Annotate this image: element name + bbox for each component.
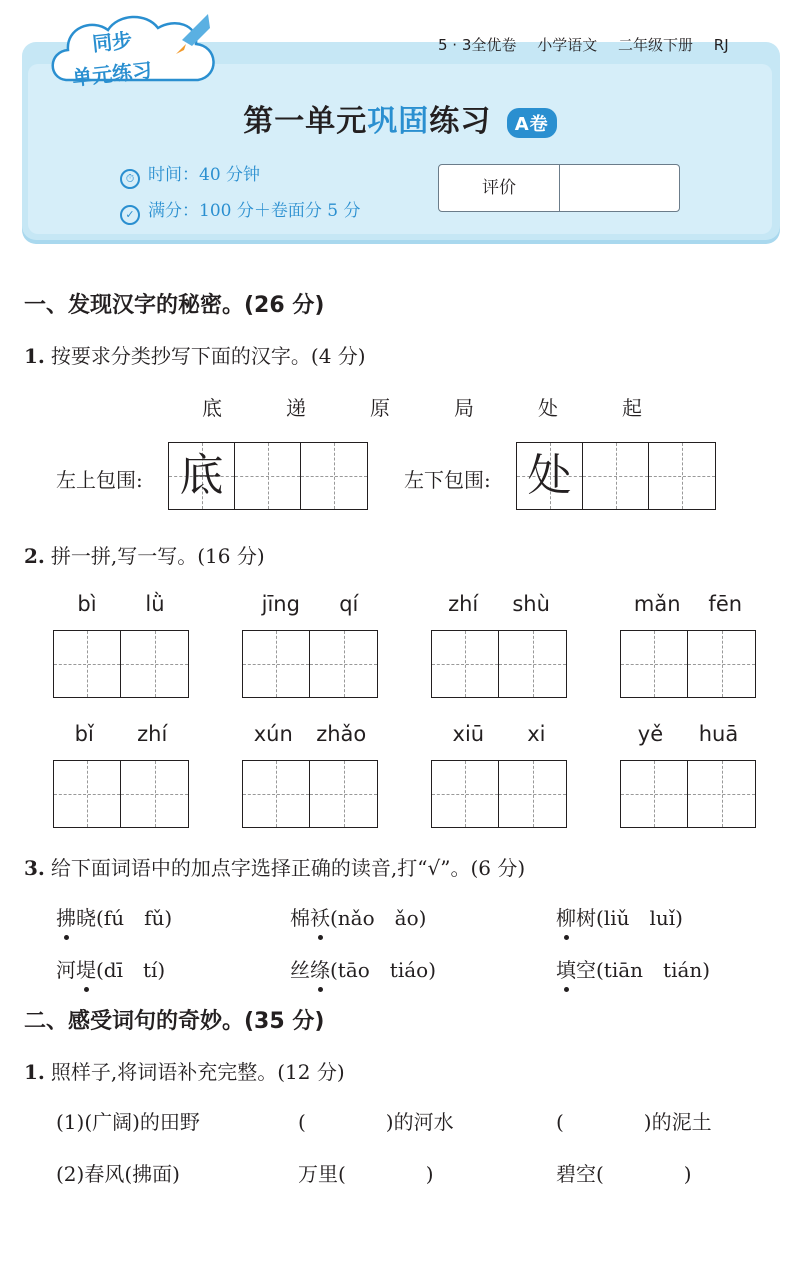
grid-cell[interactable] xyxy=(688,761,755,827)
phrase-example: (1)(广阔)的田野 xyxy=(56,1110,200,1134)
pinyin-syllable: yě xyxy=(637,722,664,746)
dotted-char: 袄 xyxy=(310,902,330,931)
pinyin-syllable: bì xyxy=(77,592,97,616)
grid-cell[interactable] xyxy=(583,443,649,509)
edition: RJ xyxy=(713,36,729,54)
score-info xyxy=(120,196,360,225)
s2-q1 xyxy=(24,1056,345,1085)
book-meta xyxy=(438,34,790,55)
phrase-blank[interactable]: ( )的河水 xyxy=(298,1110,454,1134)
clock-icon: ⏱ xyxy=(120,169,140,189)
phrase-example: (2)春风(拂面) xyxy=(56,1162,180,1186)
grid-cell[interactable] xyxy=(121,631,188,697)
pinyin-group xyxy=(620,722,756,746)
grid-cell[interactable] xyxy=(54,631,121,697)
writing-grid xyxy=(53,760,189,828)
option-rest: 空(tiān tián) xyxy=(576,958,711,982)
q-text: 拼一拼,写一写。(16 分) xyxy=(50,544,265,568)
q-text: 按要求分类抄写下面的汉字。(4 分) xyxy=(50,344,366,368)
pinyin-syllable: jīng xyxy=(261,592,300,616)
grid-cell[interactable] xyxy=(243,631,310,697)
grid-cell[interactable] xyxy=(243,761,310,827)
grid-cell[interactable] xyxy=(432,761,499,827)
grid-cell[interactable] xyxy=(432,631,499,697)
s1-q1 xyxy=(24,340,366,369)
time-info xyxy=(120,160,260,189)
q-number: 2. xyxy=(24,544,45,568)
grid-cell[interactable] xyxy=(688,631,755,697)
score-text: 满分：100 分＋卷面分 5 分 xyxy=(148,201,361,221)
level-badge: A卷 xyxy=(507,108,557,138)
evaluation-field[interactable] xyxy=(560,165,679,211)
left-bottom-label: 左下包围: xyxy=(404,468,491,492)
series-name: 5 · 3全优卷 xyxy=(438,36,517,54)
pinyin-group xyxy=(53,592,189,616)
pinyin-syllable: huā xyxy=(698,722,739,746)
subject: 小学语文 xyxy=(537,36,598,54)
title-part1: 第一单元 xyxy=(243,104,368,139)
pinyin-group xyxy=(242,722,378,746)
pinyin-group xyxy=(431,592,567,616)
grid-cell[interactable] xyxy=(235,443,301,509)
option-rest: (tāo tiáo) xyxy=(330,958,437,982)
option-rest: 晓(fú fǔ) xyxy=(76,906,173,930)
writing-grid xyxy=(620,630,756,698)
grid-cell[interactable] xyxy=(169,443,235,509)
pinyin-syllable: zhǎo xyxy=(316,722,367,746)
option-rest: 树(liǔ luǐ) xyxy=(576,906,683,930)
writing-grid xyxy=(431,760,567,828)
reading-option[interactable] xyxy=(56,902,172,931)
check-icon: ✓ xyxy=(120,205,140,225)
grid-cell[interactable] xyxy=(621,761,688,827)
dotted-char: 填 xyxy=(556,954,576,983)
page-title xyxy=(0,96,800,140)
example-char: 处 xyxy=(527,450,572,501)
pinyin-syllable: zhí xyxy=(137,722,168,746)
pinyin-group xyxy=(53,722,189,746)
grid-cell[interactable] xyxy=(649,443,715,509)
option-pre: 河 xyxy=(56,958,76,982)
evaluation-label: 评价 xyxy=(439,165,560,211)
reading-option[interactable] xyxy=(556,954,710,983)
grid-cell[interactable] xyxy=(54,761,121,827)
char-list xyxy=(202,392,642,421)
option-pre: 棉 xyxy=(290,906,310,930)
pinyin-syllable: mǎn xyxy=(633,592,681,616)
evaluation-box xyxy=(438,164,680,212)
writing-grid xyxy=(242,630,378,698)
q-number: 1. xyxy=(24,1060,45,1084)
cloud-line1: 同步 xyxy=(91,27,134,57)
writing-grid xyxy=(53,630,189,698)
title-part2: 练习 xyxy=(429,104,492,139)
char-item: 局 xyxy=(454,396,474,420)
left-top-label: 左上包围: xyxy=(56,468,143,492)
dotted-char: 柳 xyxy=(556,902,576,931)
pinyin-syllable: fēn xyxy=(708,592,743,616)
option-rest: (dī tí) xyxy=(96,958,166,982)
q-number: 1. xyxy=(24,344,45,368)
cloud-line2: 单元练习 xyxy=(71,57,154,91)
char-item: 处 xyxy=(538,396,558,420)
pinyin-group xyxy=(620,592,756,616)
char-item: 起 xyxy=(622,396,642,420)
section2-title: 二、感受词句的奇妙。(35 分) xyxy=(24,1009,325,1034)
reading-option[interactable] xyxy=(556,902,683,931)
title-highlight: 巩固 xyxy=(367,104,430,139)
left-top-grid xyxy=(168,442,368,510)
dotted-char: 绦 xyxy=(310,954,330,983)
writing-grid xyxy=(242,760,378,828)
pinyin-syllable: xi xyxy=(527,722,546,746)
grid-cell[interactable] xyxy=(621,631,688,697)
dotted-char: 堤 xyxy=(76,954,96,983)
option-pre: 丝 xyxy=(290,958,310,982)
q-number: 3. xyxy=(24,856,45,880)
writing-grid xyxy=(620,760,756,828)
left-bottom-grid xyxy=(516,442,716,510)
s1-q2 xyxy=(24,540,265,569)
pinyin-group xyxy=(242,592,378,616)
grid-cell[interactable] xyxy=(301,443,367,509)
char-item: 递 xyxy=(286,396,306,420)
phrase-blank[interactable]: ( )的泥土 xyxy=(556,1110,712,1134)
q-text: 照样子,将词语补充完整。(12 分) xyxy=(50,1060,345,1084)
pinyin-syllable: zhí xyxy=(448,592,479,616)
grid-cell[interactable] xyxy=(310,631,377,697)
pinyin-syllable: xiū xyxy=(452,722,485,746)
grid-cell[interactable] xyxy=(121,761,188,827)
reading-option[interactable] xyxy=(290,902,426,931)
pinyin-syllable: lǜ xyxy=(145,592,165,616)
time-text: 时间：40 分钟 xyxy=(148,165,261,185)
phrase-blank[interactable]: 万里( ) xyxy=(298,1162,434,1186)
char-item: 底 xyxy=(202,396,222,420)
example-char: 底 xyxy=(179,450,224,501)
s1-q3 xyxy=(24,852,525,881)
grid-cell[interactable] xyxy=(517,443,583,509)
grade: 二年级下册 xyxy=(617,36,693,54)
option-rest: (nǎo ǎo) xyxy=(330,906,427,930)
writing-grid xyxy=(431,630,567,698)
pinyin-syllable: qí xyxy=(339,592,359,616)
dotted-char: 拂 xyxy=(56,902,76,931)
reading-option[interactable] xyxy=(290,954,436,983)
grid-cell[interactable] xyxy=(499,761,566,827)
pinyin-syllable: bǐ xyxy=(74,722,94,746)
phrase-blank[interactable]: 碧空( ) xyxy=(556,1162,692,1186)
q-text: 给下面词语中的加点字选择正确的读音,打“√”。(6 分) xyxy=(50,856,526,880)
pinyin-syllable: xún xyxy=(253,722,293,746)
pinyin-syllable: shù xyxy=(512,592,550,616)
reading-option[interactable] xyxy=(56,954,165,983)
char-item: 原 xyxy=(370,396,390,420)
pinyin-group xyxy=(431,722,567,746)
grid-cell[interactable] xyxy=(499,631,566,697)
grid-cell[interactable] xyxy=(310,761,377,827)
section1-title: 一、发现汉字的秘密。(26 分) xyxy=(24,293,325,318)
